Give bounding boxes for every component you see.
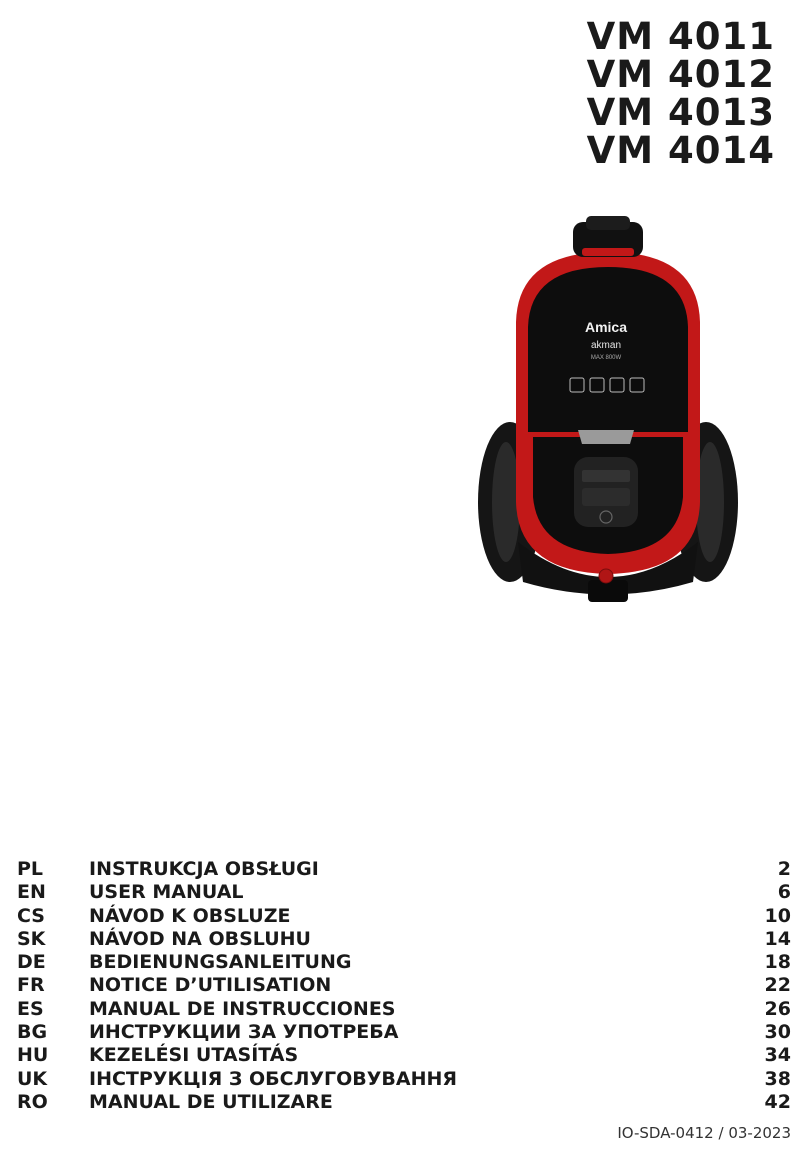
toc-row — [17, 881, 791, 904]
page-number: 18 — [764, 951, 791, 974]
language-code: HU — [17, 1044, 49, 1067]
language-code: DE — [17, 951, 46, 974]
toc-row — [17, 858, 791, 881]
section-title: BEDIENUNGSANLEITUNG — [89, 951, 352, 974]
language-code: FR — [17, 974, 45, 997]
language-code: EN — [17, 881, 46, 904]
section-title: USER MANUAL — [89, 881, 244, 904]
model-number: VM 4013 — [586, 91, 775, 134]
language-code: PL — [17, 858, 44, 880]
page-number: 2 — [777, 858, 791, 880]
toc-row — [17, 905, 791, 928]
toc-row — [17, 1044, 791, 1067]
page-number: 38 — [764, 1067, 791, 1090]
section-title: ІНСТРУКЦІЯ З ОБСЛУГОВУВАННЯ — [89, 1067, 458, 1090]
language-code: UK — [17, 1067, 48, 1090]
product-name: akman — [590, 340, 622, 351]
toc-row — [17, 951, 791, 974]
brand-logo: Amica — [584, 319, 628, 335]
page-number: 14 — [764, 927, 791, 950]
toc-row — [17, 1091, 791, 1114]
section-title: KEZELÉSI UTASÍTÁS — [89, 1044, 299, 1067]
toc-row — [17, 974, 791, 997]
model-list — [586, 15, 775, 172]
section-title: MANUAL DE UTILIZARE — [89, 1090, 333, 1113]
language-code: ES — [17, 997, 44, 1020]
toc-row — [17, 928, 791, 951]
section-title: MANUAL DE INSTRUCCIONES — [89, 997, 396, 1020]
language-table-of-contents — [17, 858, 791, 1114]
section-title: NÁVOD NA OBSLUHU — [89, 927, 311, 950]
page-number: 22 — [764, 974, 791, 997]
page-number: 10 — [764, 904, 791, 927]
toc-row — [17, 998, 791, 1021]
language-code: SK — [17, 927, 46, 950]
latch — [578, 430, 634, 444]
toc-row — [17, 1021, 791, 1044]
page-number: 6 — [777, 881, 791, 904]
page-number: 42 — [764, 1090, 791, 1113]
page-number: 34 — [764, 1044, 791, 1067]
page-number: 26 — [764, 997, 791, 1020]
document-code: IO-SDA-0412 / 03-2023 — [617, 1124, 791, 1142]
language-code: BG — [17, 1021, 48, 1044]
section-title: ИНСТРУКЦИИ ЗА УПОТРЕБА — [89, 1021, 399, 1044]
language-code: RO — [17, 1090, 48, 1113]
page-number: 30 — [764, 1021, 791, 1044]
vacuum-cleaner-image — [478, 212, 738, 612]
power-label: MAX 800W — [590, 355, 622, 361]
vacuum-cleaner-illustration — [478, 212, 738, 612]
section-title: INSTRUKCJA OBSŁUGI — [89, 858, 319, 880]
model-number: VM 4012 — [586, 53, 775, 96]
toc-row — [17, 1068, 791, 1091]
language-code: CS — [17, 904, 45, 927]
model-number: VM 4014 — [586, 129, 775, 172]
model-number: VM 4011 — [586, 15, 775, 58]
section-title: NOTICE D’UTILISATION — [89, 974, 332, 997]
section-title: NÁVOD K OBSLUZE — [89, 904, 291, 927]
